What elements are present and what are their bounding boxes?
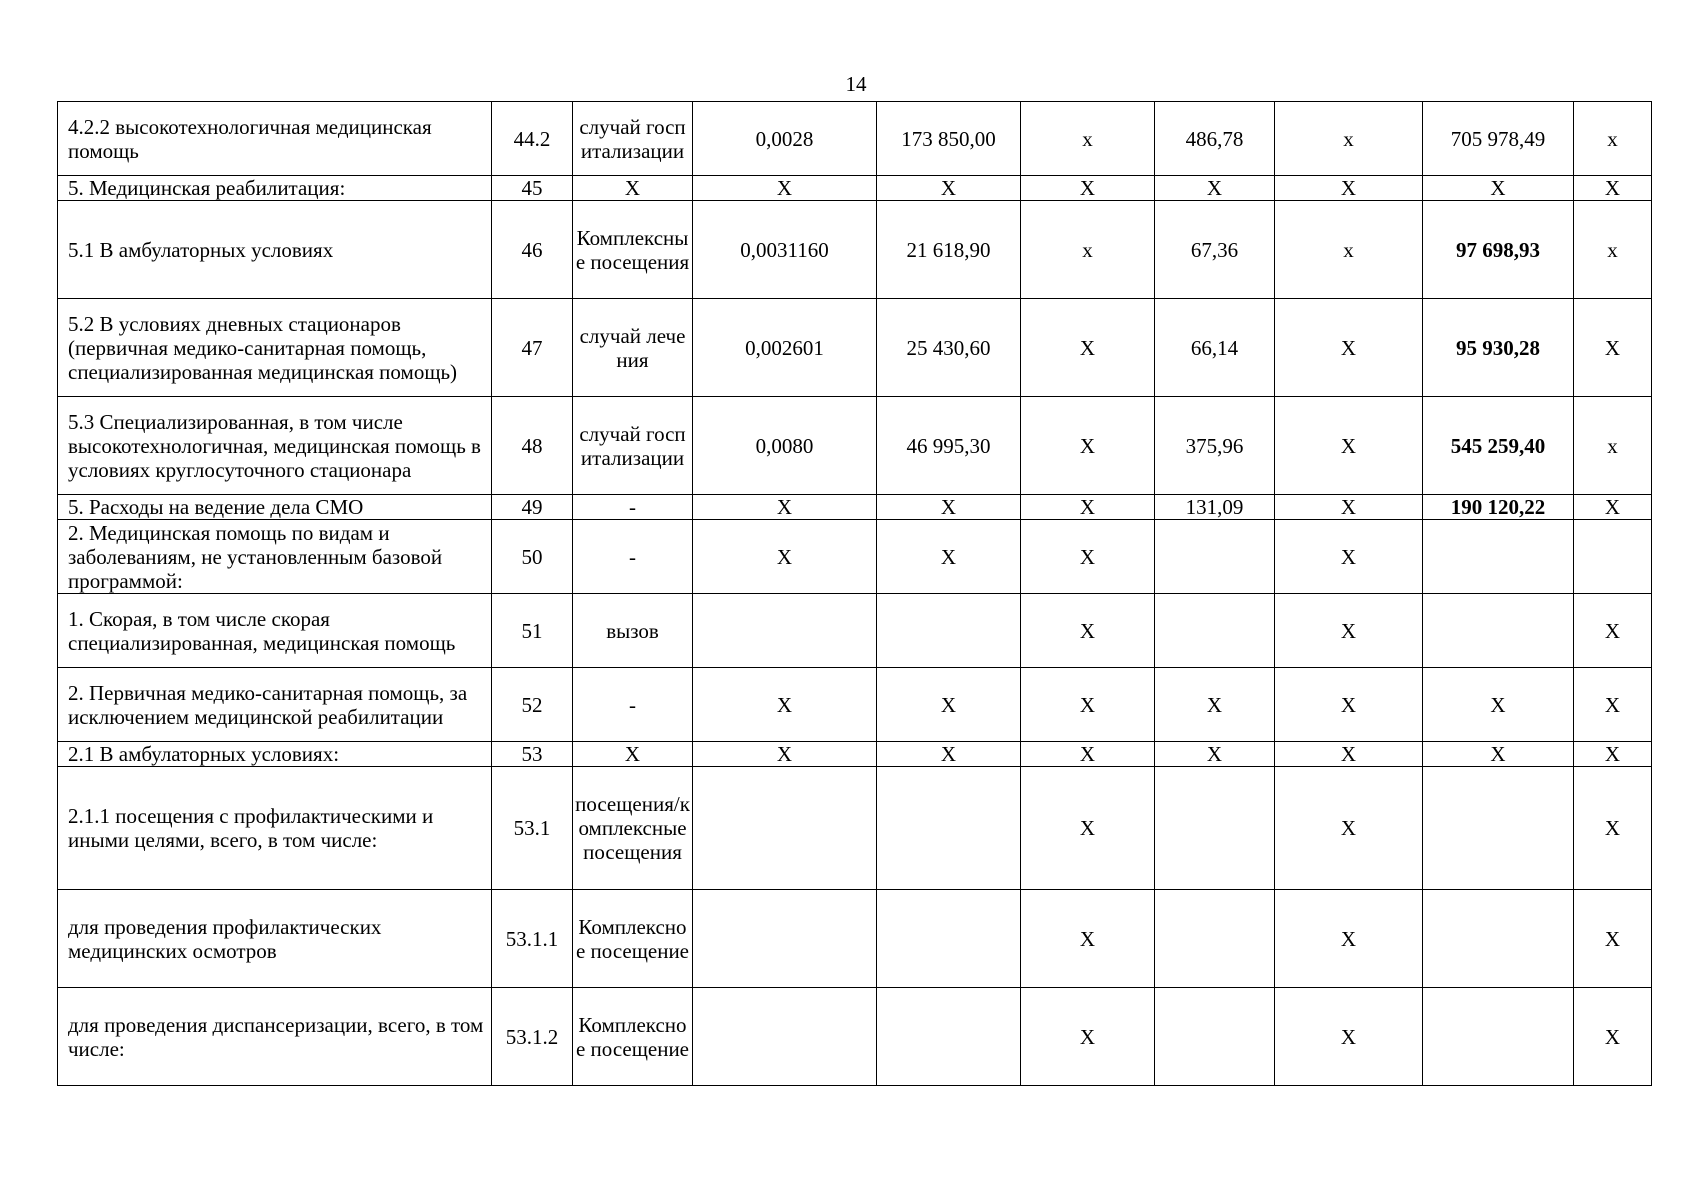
total-cost-cell [1423,767,1574,890]
value-cell: X [1574,668,1652,742]
value-cell: X [1021,988,1155,1086]
value-cell: X [1021,742,1155,767]
value-cell: X [1021,890,1155,988]
value-cell: X [1275,520,1423,594]
table-row [58,102,1652,176]
value-cell: X [1275,176,1423,201]
total-cost-cell [1423,520,1574,594]
normative-cost-cell [877,988,1021,1086]
table-row [58,988,1652,1086]
value-cell: X [1574,742,1652,767]
table-row [58,299,1652,397]
row-name: 2.1 В амбулаторных условиях: [58,742,492,767]
value-cell: X [1574,299,1652,397]
row-name: 2. Первичная медико-санитарная помощь, за исключением медицинской реабилитации [58,668,492,742]
normative-volume-cell: 0,0031160 [693,201,877,299]
value-cell: х [1574,397,1652,495]
normative-volume-cell: X [693,520,877,594]
table-row [58,397,1652,495]
page-number: 14 [845,72,867,96]
normative-volume-cell [693,988,877,1086]
unit-cell: случай госпитализации [573,397,693,495]
value-cell: X [1275,299,1423,397]
normative-cost-cell [877,890,1021,988]
unit-cell: - [573,495,693,520]
row-name: 5. Медицинская реабилитация: [58,176,492,201]
value-cell: X [1275,594,1423,668]
table-row [58,176,1652,201]
value-cell: X [1574,176,1652,201]
per-capita-cell [1155,890,1275,988]
normative-cost-cell: X [877,495,1021,520]
row-number: 46 [492,201,573,299]
total-cost-cell: 97 698,93 [1423,201,1574,299]
row-number: 51 [492,594,573,668]
table-row [58,742,1652,767]
value-cell: X [1021,594,1155,668]
normative-volume-cell: 0,0080 [693,397,877,495]
table-row [58,594,1652,668]
per-capita-cell: 67,36 [1155,201,1275,299]
table-row [58,495,1652,520]
normative-volume-cell: X [693,176,877,201]
normative-cost-cell [877,767,1021,890]
value-cell: X [1574,890,1652,988]
per-capita-cell: X [1155,742,1275,767]
normative-cost-cell: X [877,176,1021,201]
normative-volume-cell [693,594,877,668]
total-cost-cell: X [1423,742,1574,767]
total-cost-cell: 705 978,49 [1423,102,1574,176]
value-cell [1574,520,1652,594]
unit-cell: случай лечения [573,299,693,397]
unit-cell: Комплексные посещения [573,201,693,299]
row-name: 1. Скорая, в том числе скорая специализированная, медицинская помощь [58,594,492,668]
table-row [58,520,1652,594]
value-cell: х [1021,201,1155,299]
row-number: 50 [492,520,573,594]
normative-cost-cell: X [877,668,1021,742]
value-cell: X [1275,988,1423,1086]
row-number: 52 [492,668,573,742]
unit-cell: - [573,668,693,742]
value-cell: X [1275,397,1423,495]
value-cell: X [1275,495,1423,520]
unit-cell: X [573,742,693,767]
normative-volume-cell: 0,0028 [693,102,877,176]
row-number: 45 [492,176,573,201]
row-number: 47 [492,299,573,397]
value-cell: X [1275,742,1423,767]
row-name: для проведения профилактических медицинских осмотров [58,890,492,988]
total-cost-cell [1423,890,1574,988]
value-cell: X [1021,495,1155,520]
row-name: 5.2 В условиях дневных стационаров (первичная медико-санитарная помощь, специализированная медицинская помощь) [58,299,492,397]
normative-volume-cell: X [693,668,877,742]
normative-volume-cell: X [693,742,877,767]
value-cell: X [1021,397,1155,495]
value-cell: X [1275,668,1423,742]
value-cell: X [1275,767,1423,890]
normative-cost-cell [877,594,1021,668]
value-cell: X [1574,767,1652,890]
normative-cost-cell: 173 850,00 [877,102,1021,176]
unit-cell: - [573,520,693,594]
unit-cell: случай госпитализации [573,102,693,176]
per-capita-cell: 486,78 [1155,102,1275,176]
table-row [58,668,1652,742]
normative-cost-cell: 25 430,60 [877,299,1021,397]
unit-cell: Комплексное посещение [573,890,693,988]
table-row [58,201,1652,299]
row-number: 53.1.2 [492,988,573,1086]
per-capita-cell: X [1155,176,1275,201]
row-number: 49 [492,495,573,520]
value-cell: X [1574,988,1652,1086]
value-cell: х [1021,102,1155,176]
value-cell: X [1021,299,1155,397]
table-row [58,767,1652,890]
total-cost-cell [1423,594,1574,668]
value-cell: х [1275,102,1423,176]
per-capita-cell: 375,96 [1155,397,1275,495]
row-name: 4.2.2 высокотехнологичная медицинская помощь [58,102,492,176]
per-capita-cell [1155,520,1275,594]
per-capita-cell: X [1155,668,1275,742]
row-name: 5. Расходы на ведение дела СМО [58,495,492,520]
normative-cost-cell: X [877,742,1021,767]
total-cost-cell: 95 930,28 [1423,299,1574,397]
financing-table [57,101,1652,1086]
value-cell: х [1574,102,1652,176]
value-cell: X [1021,668,1155,742]
row-number: 44.2 [492,102,573,176]
unit-cell: посещения/комплексные посещения [573,767,693,890]
unit-cell: Комплексное посещение [573,988,693,1086]
unit-cell: вызов [573,594,693,668]
row-number: 53.1 [492,767,573,890]
normative-cost-cell: 46 995,30 [877,397,1021,495]
value-cell: X [1021,767,1155,890]
value-cell: X [1275,890,1423,988]
row-number: 53 [492,742,573,767]
row-name: 2.1.1 посещения с профилактическими и иными целями, всего, в том числе: [58,767,492,890]
unit-cell: X [573,176,693,201]
total-cost-cell: 190 120,22 [1423,495,1574,520]
per-capita-cell: 66,14 [1155,299,1275,397]
normative-volume-cell: 0,002601 [693,299,877,397]
row-name: для проведения диспансеризации, всего, в том числе: [58,988,492,1086]
normative-volume-cell: X [693,495,877,520]
value-cell: X [1021,520,1155,594]
value-cell: х [1574,201,1652,299]
row-number: 48 [492,397,573,495]
table-row [58,890,1652,988]
normative-cost-cell: X [877,520,1021,594]
value-cell: X [1021,176,1155,201]
value-cell: X [1574,594,1652,668]
per-capita-cell [1155,988,1275,1086]
total-cost-cell: X [1423,176,1574,201]
row-name: 5.1 В амбулаторных условиях [58,201,492,299]
total-cost-cell: X [1423,668,1574,742]
normative-volume-cell [693,767,877,890]
per-capita-cell [1155,767,1275,890]
per-capita-cell [1155,594,1275,668]
value-cell: X [1574,495,1652,520]
normative-volume-cell [693,890,877,988]
total-cost-cell: 545 259,40 [1423,397,1574,495]
normative-cost-cell: 21 618,90 [877,201,1021,299]
row-number: 53.1.1 [492,890,573,988]
row-name: 5.3 Специализированная, в том числе высокотехнологичная, медицинская помощь в условиях круглосуточного стационара [58,397,492,495]
per-capita-cell: 131,09 [1155,495,1275,520]
value-cell: х [1275,201,1423,299]
row-name: 2. Медицинская помощь по видам и заболеваниям, не установленным базовой программой: [58,520,492,594]
total-cost-cell [1423,988,1574,1086]
